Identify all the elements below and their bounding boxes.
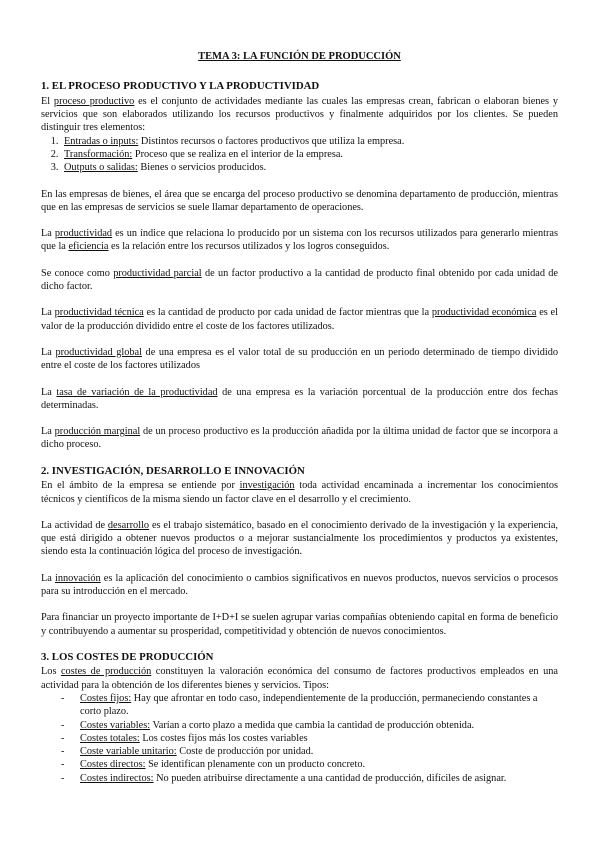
term-proceso-productivo: proceso productivo — [53, 95, 135, 107]
s2-paragraph-1: En el ámbito de la empresa se entiende por investigación toda actividad encaminada a incrementar los conocimientos técnicos y científicos de la misma siendo un factor clave en el desarrollo y el crecimiento. — [41, 480, 558, 505]
s2-paragraph-2: La actividad de desarrollo es el trabajo sistemático, basado en el conocimiento derivado de la investigación y la experiencia, que está dirigido a obtener nuevos productos o a mejorar sustancialmente los procedimientos y productos ya existentes, siendo esta la continuación lógica del proceso de investigación. — [41, 519, 558, 558]
s1-paragraph-3: La productividad es un índice que relaciona lo producido por un sistema con los recursos utilizados para generarlo mientras que la eficiencia es la relación entre los recursos utilizados y los logros conseguidos. — [41, 228, 559, 253]
list-item: - Costes directos: Se identifican plenamente con un producto concreto. — [61, 759, 366, 771]
s1-paragraph-4: Se conoce como productividad parcial de un factor productivo a la cantidad de producto final obtenido por cada unidad de dicho factor. — [41, 267, 558, 293]
list-item: 1. Entradas o inputs: Distintos recursos o factores productivos que utiliza la empresa. — [61, 135, 558, 148]
section-2-heading: 2. INVESTIGACIÓN, DESARROLLO E INNOVACIÓN — [41, 464, 305, 477]
s2-paragraph-3: La innovación es la aplicación del conocimiento o cambios significativos en nuevos productos, nuevos servicios o procesos para su introducción en el mercado. — [41, 572, 558, 598]
s3-cost-types-list — [41, 692, 558, 785]
list-item: - Costes indirectos: No pueden atribuirse directamente a una cantidad de producción, difíciles de asignar. — [61, 772, 507, 784]
list-item: 3. Outputs o salidas: Bienes o servicios producidos. — [61, 161, 558, 174]
document-body — [41, 50, 558, 785]
section-1-heading: 1. EL PROCESO PRODUCTIVO Y LA PRODUCTIVIDAD — [41, 80, 320, 93]
s1-elements-list — [41, 135, 558, 175]
s2-paragraph-4: Para financiar un proyecto importante de I+D+I se suelen agrupar varias compañías obteniendo capital en forma de beneficio y contribuyendo a aumentar su prosperidad, competitividad y obtención de nuevos conocimientos. — [41, 612, 558, 637]
list-item: - Coste variable unitario: Coste de producción por unidad. — [61, 746, 314, 758]
page-title: TEMA 3: LA FUNCIÓN DE PRODUCCIÓN — [198, 51, 401, 62]
s1-paragraph-2: En las empresas de bienes, el área que se encarga del proceso productivo se denomina departamento de producción, mientras que en las empresas de servicios se suele llamar departamento de operaciones. — [41, 188, 558, 213]
s1-paragraph-1: El proceso productivo es el conjunto de actividades mediante las cuales las empresas crean, fabrican o elaboran bienes y servicios que son elaborados utilizando los recursos productivos y finalmente adquiridos por los clientes. Se pueden distinguir tres elementos: — [41, 95, 558, 134]
s1-paragraph-7: La tasa de variación de la productividad de una empresa es la variación porcentual de la producción entre dos fechas determinadas. — [41, 386, 559, 411]
list-item: - Costes fijos: Hay que afrontar en todo caso, independientemente de la producción, permaneciendo constantes a corto plazo. — [61, 693, 538, 718]
s1-paragraph-8: La producción marginal de un proceso productivo es la producción añadida por la última unidad de factor que se incorpora a dicho proceso. — [41, 426, 559, 451]
list-item: 2. Transformación: Proceso que se realiza en el interior de la empresa. — [61, 148, 558, 161]
s3-paragraph-1: Los costes de producción constituyen la valoración económica del consumo de factores productivos empleados en una actividad para la obtención de los diferentes bienes y servicios. Tipos: — [41, 666, 558, 691]
list-item: - Costes variables: Varían a corto plazo a medida que cambia la cantidad de producción obtenida. — [61, 719, 475, 731]
section-3-heading: 3. LOS COSTES DE PRODUCCIÓN — [41, 650, 214, 663]
s1-paragraph-6: La productividad global de una empresa es el valor total de su producción en un periodo determinado de tiempo dividido entre el coste de los factores utilizados — [41, 346, 558, 372]
s1-paragraph-5: La productividad técnica es la cantidad de producto por cada unidad de factor mientras que la productividad económica es el valor de la producción dividido entre el coste de los factores utilizados. — [41, 307, 558, 332]
list-item: - Costes totales: Los costes fijos más los costes variables — [61, 732, 308, 744]
